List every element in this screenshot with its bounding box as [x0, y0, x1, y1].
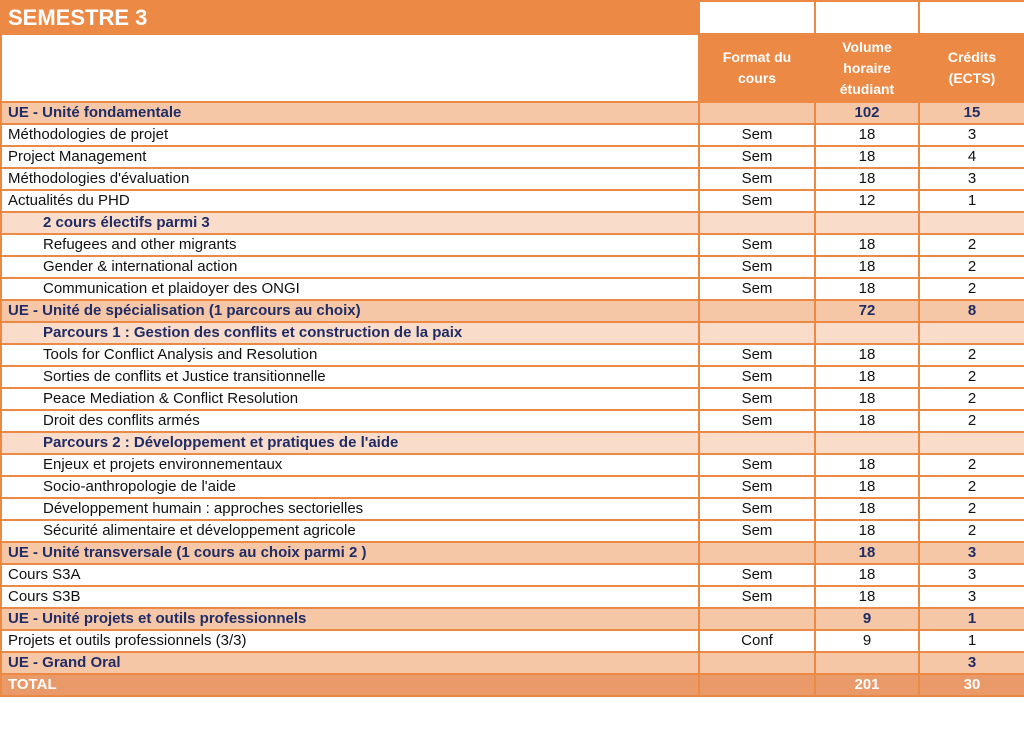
course-volume: 12: [815, 190, 919, 212]
blank-cell: [815, 1, 919, 34]
course-volume: 18: [815, 520, 919, 542]
course-label: UE - Unité projets et outils professionnels: [1, 608, 699, 630]
course-credits: 1: [919, 608, 1024, 630]
course-volume: 18: [815, 234, 919, 256]
course-label: Méthodologies d'évaluation: [1, 168, 699, 190]
course-volume: 9: [815, 630, 919, 652]
course-format: Sem: [699, 168, 815, 190]
course-volume: [815, 652, 919, 674]
course-volume: 102: [815, 102, 919, 124]
course-volume: [815, 212, 919, 234]
course-volume: 18: [815, 498, 919, 520]
course-credits: 2: [919, 388, 1024, 410]
course-volume: 18: [815, 542, 919, 564]
course-label: TOTAL: [1, 674, 699, 696]
semester-title: SEMESTRE 3: [1, 1, 699, 34]
header-volume: Volume horaire étudiant: [815, 34, 919, 102]
subsection-row: [1, 212, 1024, 234]
course-volume: [815, 432, 919, 454]
header-format: Format du cours: [699, 34, 815, 102]
course-row: [1, 256, 1024, 278]
course-format: [699, 300, 815, 322]
course-label: Développement humain : approches sectorielles: [1, 498, 699, 520]
course-label: UE - Grand Oral: [1, 652, 699, 674]
course-row: [1, 124, 1024, 146]
course-label: Droit des conflits armés: [1, 410, 699, 432]
course-row: [1, 168, 1024, 190]
course-label: Enjeux et projets environnementaux: [1, 454, 699, 476]
course-volume: 18: [815, 256, 919, 278]
course-credits: 2: [919, 454, 1024, 476]
course-credits: 4: [919, 146, 1024, 168]
course-credits: [919, 212, 1024, 234]
course-format: [699, 322, 815, 344]
ue-row: [1, 300, 1024, 322]
course-format: Sem: [699, 410, 815, 432]
course-format: [699, 674, 815, 696]
course-volume: 18: [815, 586, 919, 608]
course-row: [1, 146, 1024, 168]
course-credits: 15: [919, 102, 1024, 124]
course-volume: 18: [815, 146, 919, 168]
course-format: [699, 432, 815, 454]
course-credits: 3: [919, 542, 1024, 564]
course-format: Sem: [699, 454, 815, 476]
total-row: [1, 674, 1024, 696]
course-format: [699, 102, 815, 124]
course-row: [1, 498, 1024, 520]
course-format: Sem: [699, 564, 815, 586]
course-label: Gender & international action: [1, 256, 699, 278]
course-volume: 18: [815, 168, 919, 190]
course-format: Sem: [699, 366, 815, 388]
course-format: Sem: [699, 344, 815, 366]
course-row: [1, 344, 1024, 366]
course-volume: 18: [815, 476, 919, 498]
course-format: Sem: [699, 146, 815, 168]
course-format: Sem: [699, 388, 815, 410]
course-credits: 2: [919, 256, 1024, 278]
blank-cell: [1, 34, 699, 102]
course-format: Sem: [699, 256, 815, 278]
header-credits: Crédits (ECTS): [919, 34, 1024, 102]
ue-row: [1, 652, 1024, 674]
course-label: Project Management: [1, 146, 699, 168]
course-format: [699, 212, 815, 234]
course-format: Sem: [699, 586, 815, 608]
course-label: Refugees and other migrants: [1, 234, 699, 256]
course-label: Communication et plaidoyer des ONGI: [1, 278, 699, 300]
course-label: Actualités du PHD: [1, 190, 699, 212]
course-label: Méthodologies de projet: [1, 124, 699, 146]
course-format: Sem: [699, 278, 815, 300]
course-label: UE - Unité fondamentale: [1, 102, 699, 124]
course-volume: 18: [815, 344, 919, 366]
course-credits: 2: [919, 410, 1024, 432]
course-credits: 8: [919, 300, 1024, 322]
course-credits: 2: [919, 344, 1024, 366]
course-row: [1, 366, 1024, 388]
course-credits: 3: [919, 586, 1024, 608]
course-credits: 2: [919, 366, 1024, 388]
course-row: [1, 410, 1024, 432]
course-label: Sécurité alimentaire et développement agricole: [1, 520, 699, 542]
blank-cell: [699, 1, 815, 34]
course-format: Sem: [699, 520, 815, 542]
course-volume: 72: [815, 300, 919, 322]
title-row: [1, 1, 1024, 34]
course-volume: 18: [815, 388, 919, 410]
course-credits: 2: [919, 498, 1024, 520]
course-format: Conf: [699, 630, 815, 652]
course-volume: 18: [815, 410, 919, 432]
course-format: Sem: [699, 234, 815, 256]
course-label: Projets et outils professionnels (3/3): [1, 630, 699, 652]
course-row: [1, 190, 1024, 212]
course-volume: 18: [815, 564, 919, 586]
course-row: [1, 586, 1024, 608]
course-credits: 1: [919, 630, 1024, 652]
blank-cell: [919, 1, 1024, 34]
course-label: Cours S3A: [1, 564, 699, 586]
course-format: Sem: [699, 190, 815, 212]
course-volume: 9: [815, 608, 919, 630]
ue-row: [1, 608, 1024, 630]
course-credits: 2: [919, 476, 1024, 498]
subsection-row: [1, 322, 1024, 344]
ue-row: [1, 102, 1024, 124]
course-credits: 2: [919, 520, 1024, 542]
column-header-row: [1, 34, 1024, 102]
course-label: Cours S3B: [1, 586, 699, 608]
course-credits: [919, 322, 1024, 344]
course-format: [699, 542, 815, 564]
course-row: [1, 234, 1024, 256]
course-format: [699, 652, 815, 674]
course-credits: [919, 432, 1024, 454]
course-row: [1, 630, 1024, 652]
course-volume: 18: [815, 454, 919, 476]
course-credits: 2: [919, 278, 1024, 300]
course-format: Sem: [699, 476, 815, 498]
course-volume: 18: [815, 366, 919, 388]
course-label: Peace Mediation & Conflict Resolution: [1, 388, 699, 410]
course-label: Socio-anthropologie de l'aide: [1, 476, 699, 498]
course-row: [1, 564, 1024, 586]
course-row: [1, 476, 1024, 498]
course-format: Sem: [699, 498, 815, 520]
course-format: Sem: [699, 124, 815, 146]
course-row: [1, 278, 1024, 300]
course-volume: 18: [815, 278, 919, 300]
course-credits: 3: [919, 168, 1024, 190]
course-volume: 201: [815, 674, 919, 696]
course-label: UE - Unité de spécialisation (1 parcours au choix): [1, 300, 699, 322]
course-credits: 30: [919, 674, 1024, 696]
course-volume: [815, 322, 919, 344]
ue-row: [1, 542, 1024, 564]
course-label: UE - Unité transversale (1 cours au choix parmi 2 ): [1, 542, 699, 564]
course-label: 2 cours électifs parmi 3: [1, 212, 699, 234]
course-credits: 2: [919, 234, 1024, 256]
course-format: [699, 608, 815, 630]
course-credits: 3: [919, 564, 1024, 586]
course-credits: 3: [919, 124, 1024, 146]
course-row: [1, 388, 1024, 410]
course-label: Parcours 2 : Développement et pratiques de l'aide: [1, 432, 699, 454]
course-credits: 1: [919, 190, 1024, 212]
course-credits: 3: [919, 652, 1024, 674]
course-row: [1, 454, 1024, 476]
course-label: Tools for Conflict Analysis and Resolution: [1, 344, 699, 366]
course-row: [1, 520, 1024, 542]
course-label: Parcours 1 : Gestion des conflits et construction de la paix: [1, 322, 699, 344]
subsection-row: [1, 432, 1024, 454]
course-label: Sorties de conflits et Justice transitionnelle: [1, 366, 699, 388]
course-volume: 18: [815, 124, 919, 146]
